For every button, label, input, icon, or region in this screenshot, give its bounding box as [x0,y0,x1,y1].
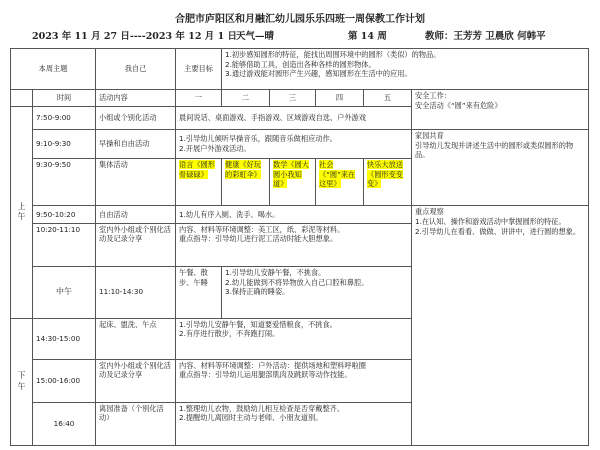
theme-row [11,49,589,90]
date-range: 2023 年 11 月 27 日----2023 年 12 月 1 日 [32,31,237,42]
safety-content: 安全活动《“圆”来有危险》 [415,100,502,110]
weather: 天气—晴 [236,31,275,42]
content-line: 内容、材料等环境调整：户外活动：提供场地和塑料呼啦圈 [179,360,366,370]
content-line: 2.提醒幼儿离园时主动与老师、小朋友道别。 [179,413,323,423]
focus-cell [412,206,589,446]
family-cell [412,129,589,206]
period-noon: 中午 [33,266,96,318]
period-pm: 下午 [11,318,33,445]
goals-cell [222,49,589,90]
row-content [176,223,412,266]
row-activity: 室内外小组或个别化活动及记录分享 [96,223,176,266]
day-4-activity-text: 社会《“圆”来在这里》 [319,160,356,189]
row-time: 16:40 [33,402,96,445]
row-activity: 室内外小组或个别化活动及记录分享 [96,359,176,402]
day-3-activity [270,159,316,206]
day-4-activity [316,159,364,206]
weekly-plan-table [10,48,589,446]
row-content [176,402,412,445]
content-line: 1.引导幼儿安静午餐，不挑食。 [225,267,326,277]
day-2-activity [222,159,270,206]
safety-title: 安全工作： [415,90,451,100]
goal-label: 主要目标 [184,64,213,74]
header-day-3: 三 [270,89,316,106]
content-line: 2.开展户外游戏活动。 [179,143,251,153]
row-activity: 离园准备（个别化活动） [96,402,176,445]
row-activity: 集体活动 [96,159,176,206]
row-activity: 小组或个别化活动 [96,107,176,130]
day-2-activity-text: 健康《好玩的彩虹伞》 [225,160,261,179]
row-content [176,129,412,158]
goal-line: 3.通过游戏能对圆形产生兴趣，感知圆形在生活中的应用。 [225,69,412,79]
day-3-activity-text: 数学《圆大圆小我知道》 [273,160,309,189]
row-content [176,359,412,402]
content-line: 3.保持正确的睡姿。 [225,287,290,297]
row-activity: 起床、盥洗、午点 [96,318,176,359]
row-time: 14:30-15:00 [33,318,96,359]
content-line: 1.引导幼儿安静午餐，知道要爱惜粮食，不挑食。 [179,319,337,329]
teachers: 教师：王芳芳 卫晨欣 何韩平 [425,31,546,42]
header-day-2: 二 [222,89,270,106]
row-time: 15:00-16:00 [33,359,96,402]
period-am: 上午 [11,107,33,318]
header-day-4: 四 [316,89,364,106]
theme-label: 本周主题 [38,64,68,74]
header-content: 活动内容 [96,89,176,106]
day-5-activity-text: 快乐大放送《圆形变变变》 [367,160,403,189]
row-content [222,266,589,318]
content-line: 内容、材料等环境调整：美工区，纸、彩泥等材料。 [179,224,345,234]
focus-title: 重点观察 [415,207,444,217]
row-activity: 早操和自由活动 [96,129,176,158]
table-header-row [11,89,589,106]
table-row [11,206,589,223]
page-title: 合肥市庐阳区和月融汇幼儿园乐乐四班一周保教工作计划 [175,14,425,25]
family-title: 家园共育 [415,130,444,140]
row-activity: 午餐、散步、午睡 [176,266,222,318]
row-content: 晨间说话、桌面游戏、手指游戏、区域游戏自选、户外游戏 [176,107,412,130]
blank-header-cell [11,89,33,106]
day-1-activity [176,159,222,206]
content-line: 2.幼儿能做到不将异物放入自己口腔和鼻腔。 [225,277,369,287]
row-time: 7:50-9:00 [33,107,96,130]
family-content: 引导幼儿发现并讲述生活中的圆形或类似圆形的物品。 [415,140,574,160]
day-1-activity-text: 语言《圆形骨碌碌》 [179,160,215,179]
content-line: 重点指导：引导幼儿运用腿部肌肉及跳跃等动作技能。 [179,370,352,380]
content-line: 重点指导：引导幼儿进行泥工活动时能大胆想象。 [179,234,338,244]
header-time: 时间 [33,89,96,106]
row-content: 1.幼儿有序入厕、洗手、喝水。 [176,206,412,223]
theme-label-cell [11,49,96,90]
table-row [11,266,589,318]
row-content [176,318,412,359]
content-line: 1.整理幼儿衣物，鼓励幼儿相互检查是否穿戴整齐。 [179,403,345,413]
focus-line: 2.引导幼儿在看看、做做、讲讲中，进行圆的想象。 [415,226,581,236]
header-day-1: 一 [176,89,222,106]
row-activity: 自由活动 [96,206,176,223]
goal-line: 1.初步感知圆形的特征，能找出周围环境中的圆形（类似）的物品。 [225,50,441,59]
row-time: 9:10-9:30 [33,129,96,158]
theme-value-cell [96,49,176,90]
row-time: 9:50-10:20 [33,206,96,223]
row-time: 10:20-11:10 [33,223,96,266]
safety-cell [412,89,589,129]
goal-label-cell [176,49,222,90]
focus-line: 1.在认知、操作和游戏活动中掌握圆形的特征。 [415,217,566,227]
table-row [11,129,589,158]
week-number: 第 14 周 [348,31,387,42]
content-line: 2.有序进行散步，不奔跑打闹。 [179,329,280,339]
header-day-5: 五 [364,89,412,106]
day-5-activity [364,159,412,206]
theme-value: 我自己 [124,64,147,74]
row-time: 11:10-14:30 [96,266,176,318]
content-line: 1.引导幼儿倾听早操音乐，跟随音乐做相应动作。 [179,134,337,144]
goal-line: 2.能够借助工具，创造出各种各样的圆形物体。 [225,59,376,69]
row-time: 9:30-9:50 [33,159,96,206]
